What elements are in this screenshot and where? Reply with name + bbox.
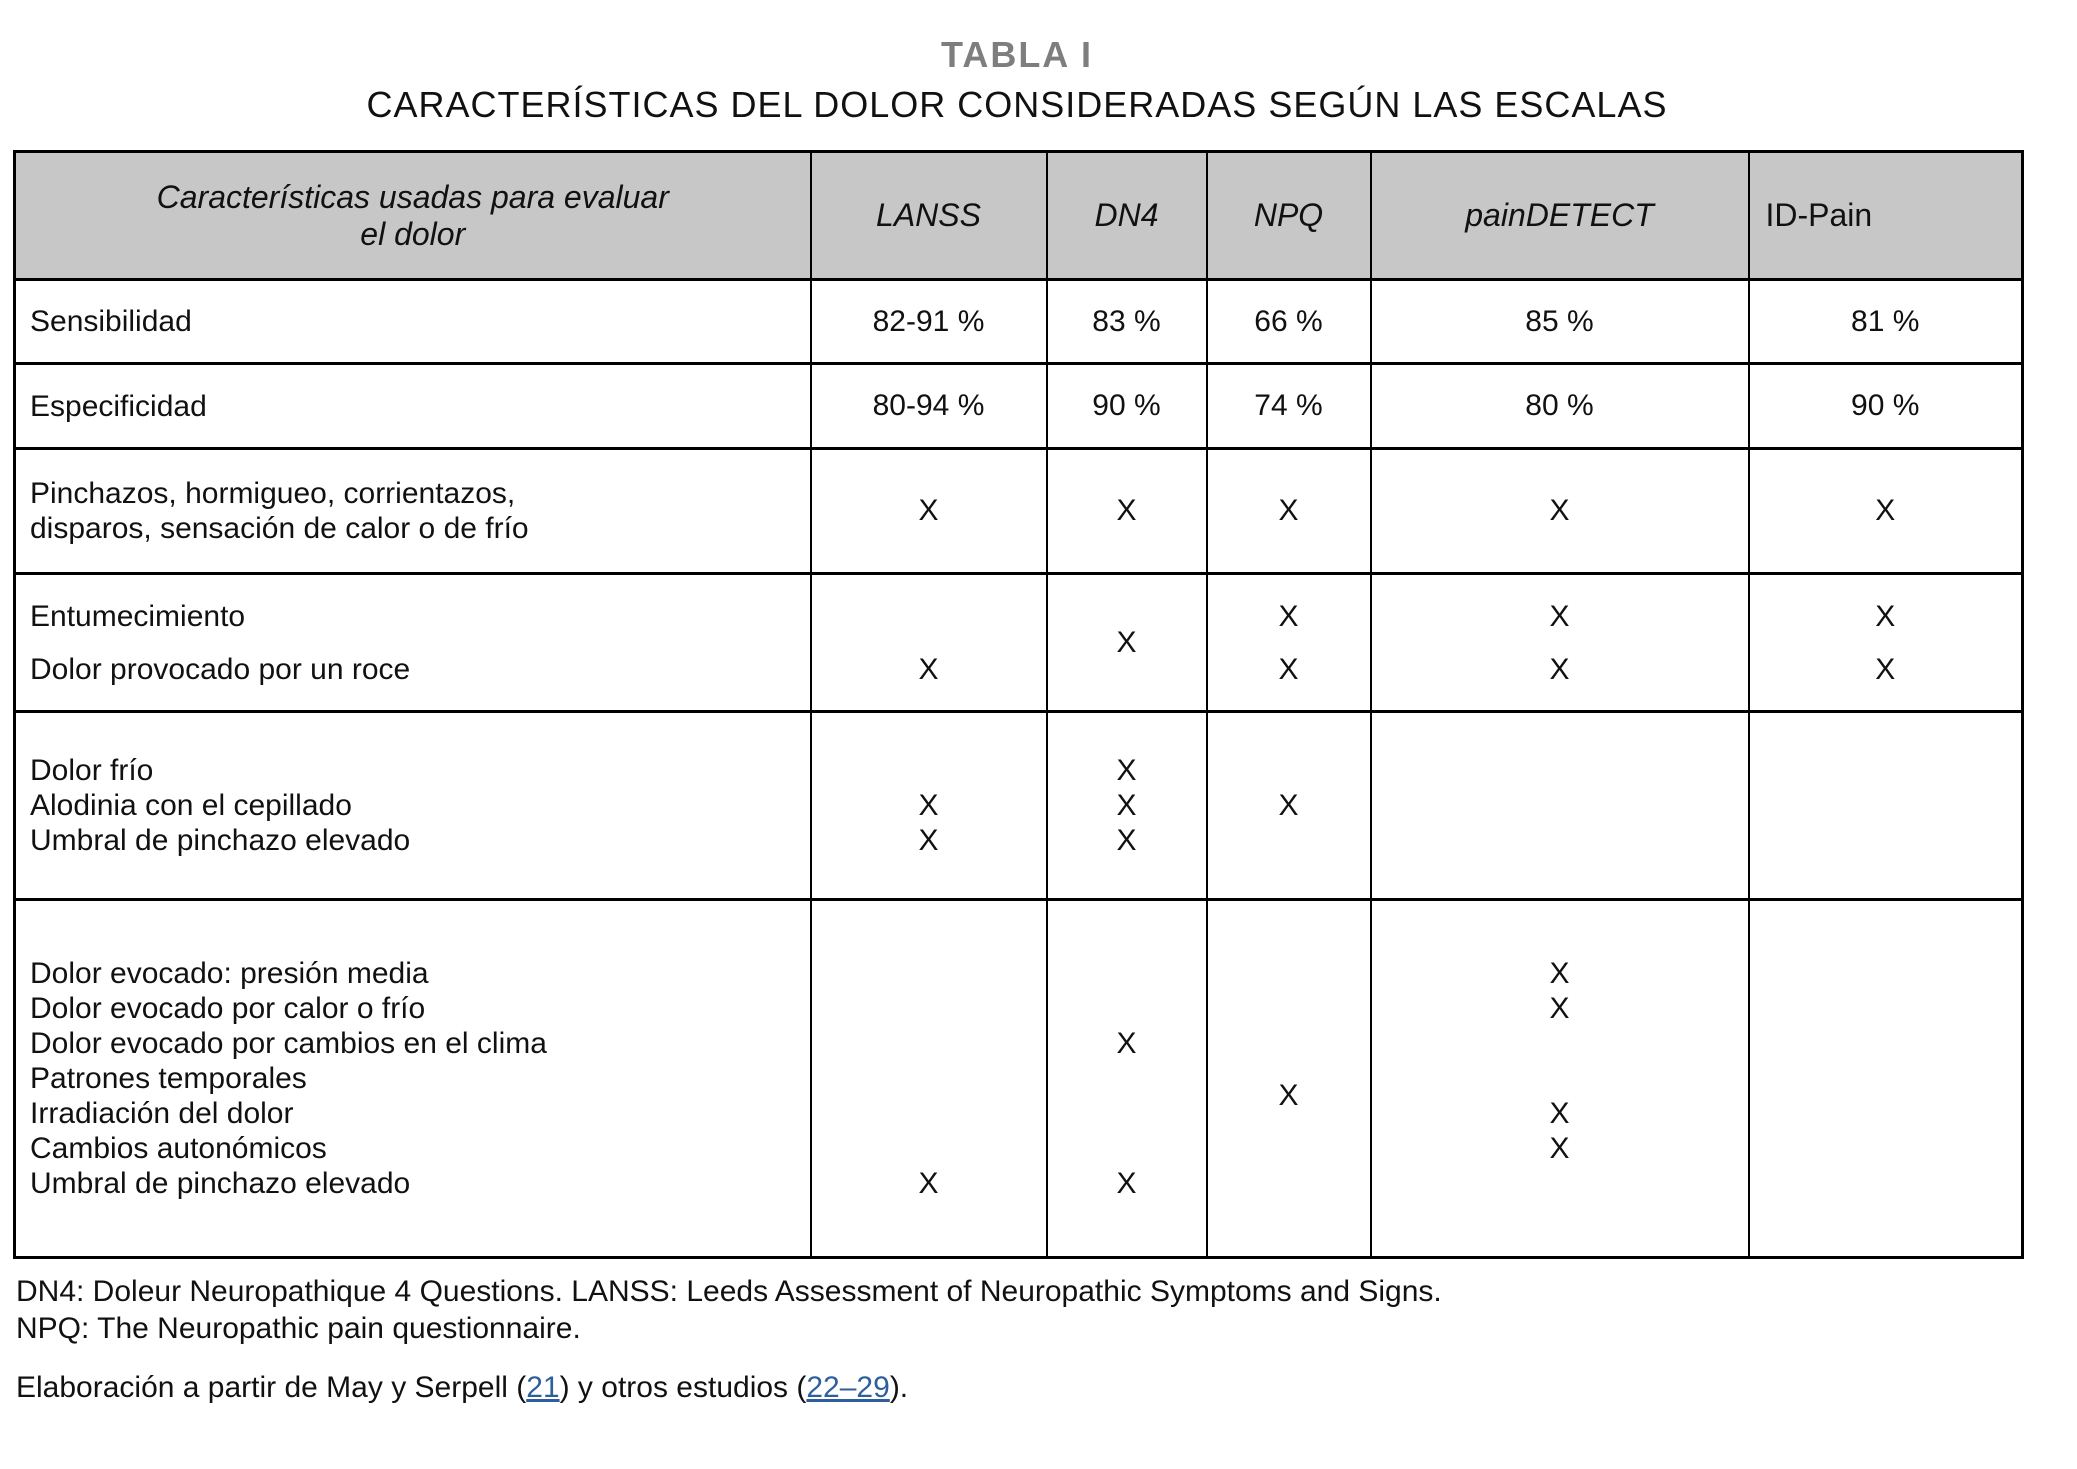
mark-empty (812, 956, 1046, 991)
cell-entumecimiento-npq (1207, 574, 1371, 712)
source-note-text: Elaboración a partir de May y Serpell ( (16, 1371, 527, 1404)
row-label-line: Dolor evocado por cambios en el clima (30, 1027, 547, 1060)
header-id-pain: ID-Pain (1749, 152, 2023, 280)
cell-dolor-evocado-paindetect (1371, 900, 1749, 1258)
mark-x: X (1549, 1132, 1570, 1165)
table-row-entumecimiento (15, 574, 2023, 712)
row-label-pinchazos (15, 449, 811, 574)
header-dn4: DN4 (1047, 152, 1207, 280)
cell-entumecimiento-lanss (811, 574, 1047, 712)
mark-empty (1750, 1026, 2022, 1061)
cell-dolor-frio-dn4 (1047, 712, 1207, 900)
source-note-text: ). (889, 1371, 909, 1404)
table-row-especificidad (15, 364, 2023, 449)
header-npq: NPQ (1207, 152, 1371, 280)
mark-empty (812, 1026, 1046, 1061)
mark-x: X (1116, 824, 1137, 857)
table-row-pinchazos (15, 449, 2023, 574)
row-label-line: Sensibilidad (30, 305, 192, 338)
mark-empty (1048, 1131, 1206, 1166)
row-label-especificidad (15, 364, 811, 449)
reference-link[interactable]: 22–29 (806, 1371, 890, 1404)
mark-x: X (1116, 1027, 1137, 1060)
row-label-line: Cambios autonómicos (30, 1132, 327, 1165)
mark-empty (1208, 1131, 1370, 1166)
row-label-line: Umbral de pinchazo elevado (30, 824, 411, 857)
cell-dolor-frio-npq (1207, 712, 1371, 900)
cell-sensibilidad-npq: 66 % (1207, 280, 1371, 364)
cell-dolor-evocado-lanss (811, 900, 1047, 1258)
mark-empty (812, 991, 1046, 1026)
mark-empty (1208, 753, 1370, 788)
row-label-line: Alodinia con el cepillado (30, 789, 352, 822)
cell-sensibilidad-dn4: 83 % (1047, 280, 1207, 364)
mark-empty (1208, 991, 1370, 1026)
mark-x: X (1549, 599, 1570, 633)
mark-x (1208, 1061, 1370, 1112)
mark-x: X (1549, 992, 1570, 1025)
row-label-line: disparos, sensación de calor o de frío (30, 512, 529, 545)
row-label-line: Umbral de pinchazo elevado (30, 1167, 411, 1200)
header-features-line: el dolor (360, 215, 466, 252)
table-subtitle: CARACTERÍSTICAS DEL DOLOR CONSIDERADAS SEGÚN LAS ESCALAS (366, 84, 1668, 125)
header-paindetect: painDETECT (1371, 152, 1749, 280)
mark-x: X (1116, 754, 1137, 787)
mark-empty (812, 1096, 1046, 1131)
mark-x: X (1549, 652, 1570, 686)
cell-sensibilidad-lanss: 82-91 % (811, 280, 1047, 364)
row-label-line: Pinchazos, hormigueo, corrientazos, (30, 477, 516, 510)
source-note-text: ) y otros estudios ( (559, 1371, 807, 1404)
row-label-line: Dolor frío (30, 754, 154, 787)
mark-empty (812, 590, 1046, 643)
cell-entumecimiento-paindetect (1371, 574, 1749, 712)
row-label-sensibilidad (15, 280, 811, 364)
header-row (15, 152, 2023, 280)
cell-pinchazos-npq: X (1207, 449, 1371, 574)
mark-empty (1372, 1061, 1748, 1096)
cell-especificidad-paindetect: 80 % (1371, 364, 1749, 449)
cell-dolor-evocado-id-pain (1749, 900, 2023, 1258)
cell-pinchazos-id-pain: X (1749, 449, 2023, 574)
mark-empty (1208, 956, 1370, 991)
pain-scales-table (13, 150, 2024, 1259)
mark-empty (1750, 753, 2022, 788)
mark-empty (812, 1061, 1046, 1096)
cell-dolor-evocado-npq (1207, 900, 1371, 1258)
title-block (13, 0, 2021, 126)
cell-especificidad-id-pain: 90 % (1749, 364, 2023, 449)
cell-entumecimiento-dn4: X (1047, 574, 1207, 712)
reference-link[interactable]: 21 (526, 1371, 560, 1404)
cell-pinchazos-lanss: X (811, 449, 1047, 574)
cell-pinchazos-paindetect: X (1371, 449, 1749, 574)
mark-x: X (1549, 957, 1570, 990)
cell-especificidad-lanss: 80-94 % (811, 364, 1047, 449)
row-label-line: Especificidad (30, 389, 207, 423)
mark-empty (1372, 1026, 1748, 1061)
mark-x: X (1875, 652, 1896, 686)
footnotes (16, 1273, 2077, 1406)
cell-dolor-frio-lanss (811, 712, 1047, 900)
mark-empty (1750, 1061, 2022, 1096)
cell-sensibilidad-id-pain: 81 % (1749, 280, 2023, 364)
mark-empty (1750, 991, 2022, 1026)
mark-x: X (918, 824, 939, 857)
mark-empty (1372, 788, 1748, 823)
mark-x: X (1875, 599, 1896, 633)
header-features-line: Características usadas para evaluar (156, 178, 669, 215)
mark-x: X (918, 1167, 939, 1200)
table-row-sensibilidad (15, 280, 2023, 364)
row-label-dolor-evocado (15, 900, 811, 1258)
mark-empty (1048, 956, 1206, 991)
mark-empty (1048, 991, 1206, 1026)
mark-empty (1208, 823, 1370, 858)
row-label-line: Dolor evocado: presión media (30, 957, 429, 990)
mark-empty (1750, 1096, 2022, 1131)
row-label-line: Patrones temporales (30, 1062, 307, 1095)
mark-x: X (1278, 789, 1299, 822)
mark-x: X (1278, 599, 1299, 633)
mark-x: X (1278, 1079, 1299, 1112)
mark-empty (1750, 788, 2022, 823)
header-lanss: LANSS (811, 152, 1047, 280)
table-row-dolor-evocado (15, 900, 2023, 1258)
mark-x: X (1278, 652, 1299, 686)
cell-pinchazos-dn4: X (1047, 449, 1207, 574)
mark-empty (1750, 956, 2022, 991)
cell-sensibilidad-paindetect: 85 % (1371, 280, 1749, 364)
mark-empty (1048, 1061, 1206, 1096)
mark-empty (1372, 1166, 1748, 1201)
row-label-dolor-frio (15, 712, 811, 900)
header-features (15, 152, 811, 280)
mark-empty (1750, 1131, 2022, 1166)
mark-x: X (918, 652, 939, 686)
row-label-line: Entumecimiento (30, 599, 246, 633)
mark-empty (1750, 1166, 2022, 1201)
cell-dolor-evocado-dn4 (1047, 900, 1207, 1258)
cell-dolor-frio-id-pain (1749, 712, 2023, 900)
table-number-title: TABLA I (941, 34, 1093, 75)
source-note (16, 1369, 2077, 1406)
row-label-entumecimiento (15, 574, 811, 712)
mark-empty (1208, 1166, 1370, 1201)
mark-x: X (1116, 789, 1137, 822)
row-label-line: Irradiación del dolor (30, 1097, 294, 1130)
mark-x: X (918, 789, 939, 822)
mark-x: X (1549, 1097, 1570, 1130)
cell-especificidad-npq: 74 % (1207, 364, 1371, 449)
mark-empty (1372, 753, 1748, 788)
row-label-line: Dolor provocado por un roce (30, 652, 411, 686)
cell-entumecimiento-id-pain (1749, 574, 2023, 712)
mark-empty (1048, 1096, 1206, 1131)
mark-empty (812, 1131, 1046, 1166)
mark-x: X (1116, 1167, 1137, 1200)
table-row-dolor-frio (15, 712, 2023, 900)
mark-empty (1208, 1026, 1370, 1061)
cell-especificidad-dn4: 90 % (1047, 364, 1207, 449)
mark-empty (812, 753, 1046, 788)
footnote-abbreviations-1: DN4: Doleur Neuropathique 4 Questions. LANSS: Leeds Assessment of Neuropathic Symptoms and Signs. (16, 1275, 1442, 1308)
footnote-abbreviations-2: NPQ: The Neuropathic pain questionnaire. (16, 1312, 581, 1345)
cell-dolor-frio-paindetect (1371, 712, 1749, 900)
mark-empty (1750, 823, 2022, 858)
row-label-line: Dolor evocado por calor o frío (30, 992, 426, 1025)
mark-empty (1372, 823, 1748, 858)
